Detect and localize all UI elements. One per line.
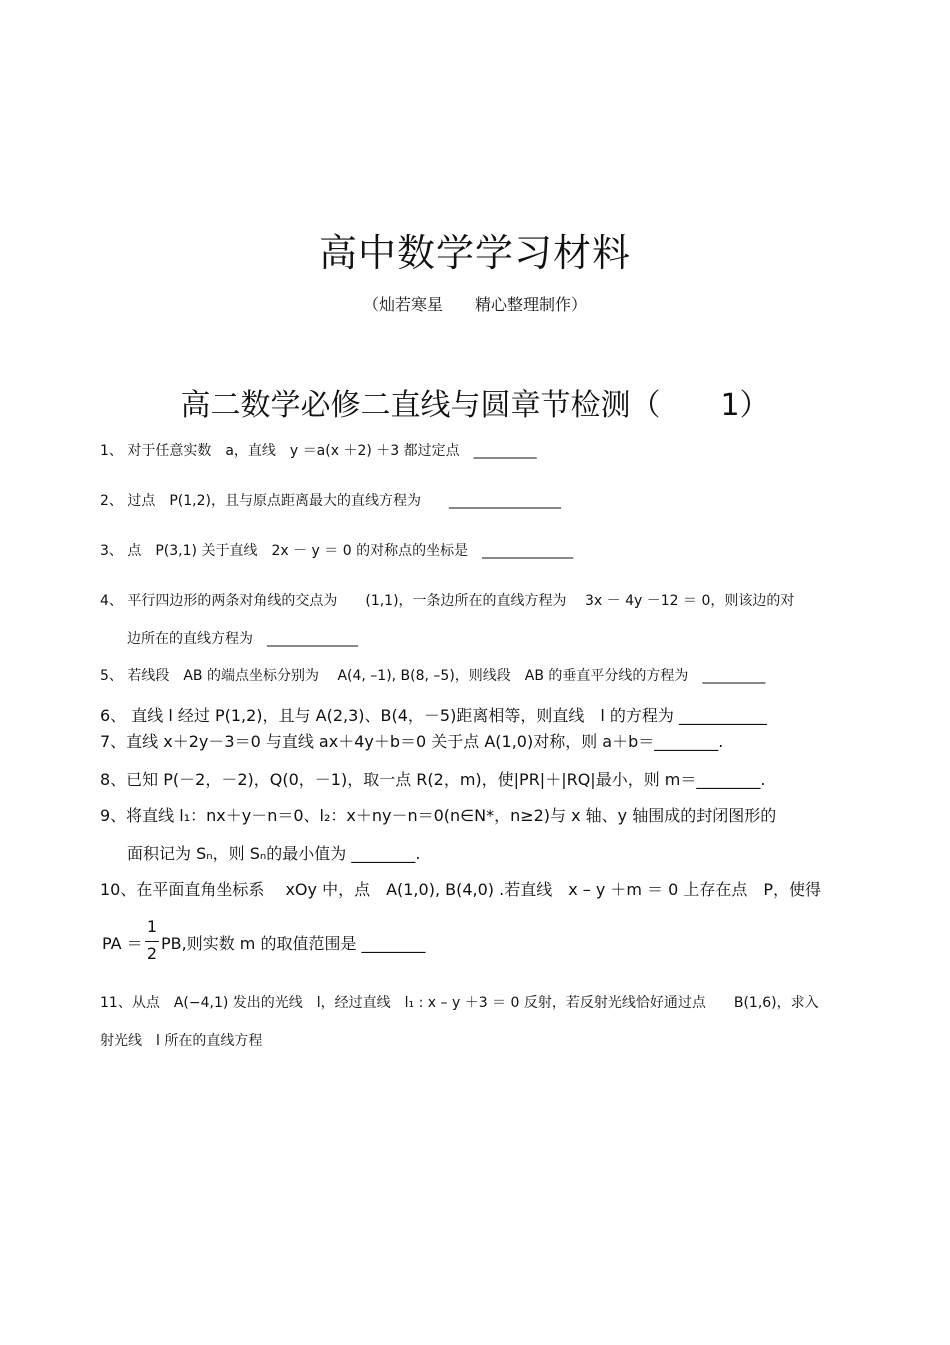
question-11-line-1: 11、从点 A(−4,1) 发出的光线 l，经过直线 l₁ : x – y ＋3 ＝ 0 反射，若反射光线恰好通过点 B(1,6)，求入	[100, 995, 819, 1011]
question-5: 5、 若线段 AB 的端点坐标分别为 A(4, –1), B(8, –5)，则线段 AB 的垂直平分线的方程为 _________	[100, 668, 766, 684]
question-10-line-1: 10、在平面直角坐标系 xOy 中，点 A(1,0), B(4,0) .若直线 x – y ＋m ＝ 0 上存在点 P，使得	[100, 880, 822, 899]
question-7: 7、直线 x＋2y－3＝0 与直线 ax＋4y＋b＝0 关于点 A(1,0)对称，则 a＋b＝________.	[100, 732, 724, 751]
fraction-bar	[145, 941, 159, 942]
question-11-line-2: 射光线 l 所在的直线方程	[100, 1033, 263, 1049]
question-10-fraction	[145, 917, 159, 967]
question-4-line-2: 边所在的直线方程为 _____________	[127, 631, 358, 647]
material-title: 高中数学学习材料	[318, 231, 631, 275]
question-9-line-1: 9、将直线 l₁：nx＋y－n＝0、l₂：x＋ny－n＝0(n∈N*，n≥2)与 x 轴、y 轴围成的封闭图形的	[100, 806, 777, 825]
fraction-numerator: 1	[146, 917, 158, 936]
question-8: 8、已知 P(－2，－2)，Q(0，－1)，取一点 R(2，m)，使|PR|＋|RQ|最小，则 m＝________.	[100, 770, 766, 789]
question-10-line-2: PB,则实数 m 的取值范围是 ________	[161, 934, 426, 953]
question-6: 6、 直线 l 经过 P(1,2)，且与 A(2,3)、B(4，－5)距离相等，则直线 l 的方程为 ___________	[100, 706, 767, 725]
material-subtitle: （灿若寒星 精心整理制作）	[362, 295, 587, 314]
question-1: 1、 对于任意实数 a，直线 y ＝a(x ＋2) ＋3 都过定点 _________	[100, 443, 537, 459]
question-4-line-1: 4、 平行四边形的两条对角线的交点为 (1,1)，一条边所在的直线方程为 3x － 4y －12 ＝ 0，则该边的对	[100, 593, 795, 609]
question-2: 2、 过点 P(1,2)，且与原点距离最大的直线方程为 ________________	[100, 493, 561, 509]
exam-heading: 高二数学必修二直线与圆章节检测（ 1）	[180, 388, 770, 423]
question-9-line-2: 面积记为 Sₙ，则 Sₙ的最小值为 ________.	[127, 844, 421, 863]
fraction-denominator: 2	[146, 944, 158, 963]
question-10-pa: PA ＝	[102, 934, 143, 953]
question-3: 3、 点 P(3,1) 关于直线 2x － y ＝ 0 的对称点的坐标是 _____________	[100, 543, 574, 559]
